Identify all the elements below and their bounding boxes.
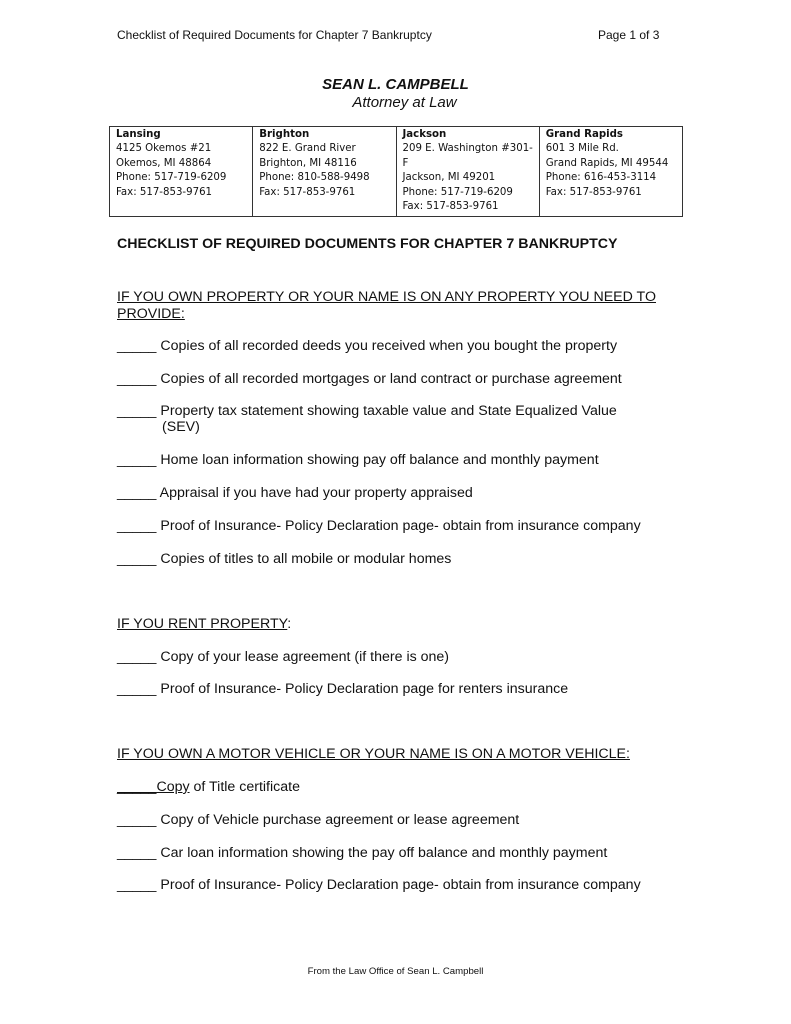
checklist-item-text: Proof of Insurance- Policy Declaration page for renters insurance [160,681,569,697]
office-fax: Fax: 517-853-9761 [259,186,356,198]
office-fax: Fax: 517-853-9761 [402,201,499,213]
checklist-item-text: Copies of titles to all mobile or modular homes [160,551,452,567]
office-phone: Phone: 517-719-6209 [116,172,227,184]
office-city: Jackson, MI 49201 [402,172,496,184]
office-brighton [253,127,396,217]
page-footer: From the Law Office of Sean L. Campbell [307,966,484,977]
office-fax: Fax: 517-853-9761 [116,186,213,198]
checkbox-blank[interactable]: _____ [117,551,157,567]
office-fax: Fax: 517-853-9761 [545,186,642,198]
checkbox-blank[interactable]: _____ [117,452,157,468]
checklist-item-text: Copy of Vehicle purchase agreement or lease agreement [160,812,520,828]
checklist-item-text: Proof of Insurance- Policy Declaration page- obtain from insurance company [160,518,641,534]
attorney-name: SEAN L. CAMPBELL [322,76,469,93]
checklist-item [117,403,617,419]
office-city: Grand Rapids, MI 49544 [545,157,669,169]
section-heading-line: IF YOU OWN A MOTOR VEHICLE OR YOUR NAME IS ON A MOTOR VEHICLE: [117,746,630,762]
checklist-item-text: Copy of your lease agreement (if there is one) [160,649,450,665]
attorney-title: Attorney at Law [352,94,457,111]
page-number: Page 1 of 3 [598,28,660,42]
checkbox-blank[interactable]: _____ [117,877,157,893]
section-heading-motor-vehicle [117,746,630,762]
checklist-item [117,338,617,354]
checkbox-blank[interactable]: _____ [117,338,157,354]
checkbox-blank[interactable]: _____ [117,485,157,501]
checkbox-blank[interactable]: _____ [117,371,157,387]
checklist-item [117,518,641,534]
office-locations-table [109,126,683,217]
checklist-item [117,779,300,795]
office-lansing [110,127,253,217]
office-address: 209 E. Washington #301-F [402,143,533,169]
checklist-item-text-rest: of Title certificate [189,779,300,795]
checklist-item [117,681,568,697]
checkbox-blank[interactable]: _____ [117,403,157,419]
office-address: 601 3 Mile Rd. [545,143,619,155]
checklist-item [117,485,473,501]
checklist-item-text: Home loan information showing pay off balance and monthly payment [160,452,599,468]
office-address: 4125 Okemos #21 [116,143,212,155]
section-heading-colon: : [287,616,292,632]
checklist-item [117,371,622,387]
office-name: Brighton [259,129,310,140]
section-heading-rent-property [117,616,291,632]
checkbox-blank[interactable]: _____ [117,812,157,828]
office-phone: Phone: 616-453-3114 [545,172,657,184]
checkbox-blank[interactable]: _____ [117,681,157,697]
checklist-item [117,649,449,665]
office-name: Jackson [402,129,447,140]
checklist-item [117,452,599,468]
checklist-item-text: Proof of Insurance- Policy Declaration page- obtain from insurance company [160,877,641,893]
checklist-item [117,845,607,861]
checklist-item-text: Property tax statement showing taxable value and State Equalized Value [160,403,617,419]
office-jackson [396,127,539,217]
checklist-item-text: Copy [156,779,190,795]
office-phone: Phone: 810-588-9498 [259,172,370,184]
checkbox-blank[interactable]: _____ [117,518,157,534]
section-heading-own-property [117,289,656,323]
checklist-item [117,812,519,828]
office-name: Grand Rapids [545,129,623,140]
checklist-item-text: Copies of all recorded deeds you received when you bought the property [160,338,618,354]
checklist-item-continuation: (SEV) [162,419,200,435]
checklist-item-text: Copies of all recorded mortgages or land contract or purchase agreement [160,371,622,387]
office-grand-rapids [539,127,682,217]
checkbox-blank[interactable]: _____ [117,779,157,795]
section-heading-line: IF YOU RENT PROPERTY [117,616,288,632]
checklist-item [117,551,451,567]
checklist-item [117,877,641,893]
office-city: Brighton, MI 48116 [259,157,357,169]
section-heading-line: IF YOU OWN PROPERTY OR YOUR NAME IS ON ANY PROPERTY YOU NEED TO [117,289,656,305]
office-city: Okemos, MI 48864 [116,157,212,169]
document-title: CHECKLIST OF REQUIRED DOCUMENTS FOR CHAPTER 7 BANKRUPTCY [117,236,618,252]
checklist-item-text: Car loan information showing the pay off balance and monthly payment [160,845,608,861]
office-phone: Phone: 517-719-6209 [402,186,513,198]
checkbox-blank[interactable]: _____ [117,845,157,861]
running-header-title: Checklist of Required Documents for Chapter 7 Bankruptcy [117,28,432,42]
office-address: 822 E. Grand River [259,143,356,155]
checkbox-blank[interactable]: _____ [117,649,157,665]
checklist-item-text: Appraisal if you have had your property appraised [159,485,473,501]
section-heading-line: PROVIDE: [117,306,185,322]
office-name: Lansing [116,129,161,140]
